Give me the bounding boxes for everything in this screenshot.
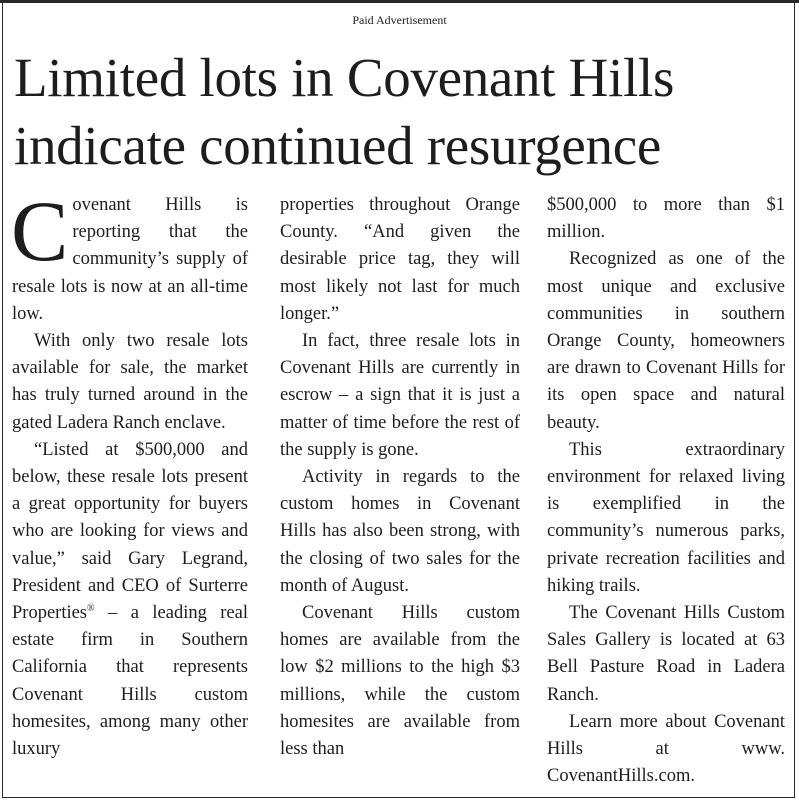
article-column-3 xyxy=(547,192,785,790)
headline-line-1: Limited lots in Covenant Hills xyxy=(14,47,675,108)
registered-mark: ® xyxy=(87,602,95,614)
article-paragraph-6-continued: $500,000 to more than $1 million. xyxy=(547,195,785,243)
article-paragraph-4: In fact, three resale lots in Covenant Hills are currently in escrow – a sign that it is just a matter of time before the rest of the supply is gone. xyxy=(280,331,520,460)
article-paragraph-7: Recognized as one of the most unique and exclusive communities in southern Orange County, homeowners are drawn to Covenant Hills for its open space and natural beauty. xyxy=(547,249,785,433)
article-paragraph-3-continued: properties throughout Orange County. “And given the desirable price tag, they will most likely not last for much longer.” xyxy=(280,195,520,324)
paragraph-3-text-a: “Listed at $500,000 and below, these resale lots present a great opportunity for buyers who are looking for views and value,” said Gary Legrand, President and CEO of Surterre Properties xyxy=(12,439,248,624)
article-column-2 xyxy=(280,192,520,763)
article-column-1 xyxy=(11,183,248,763)
article-paragraph-2: With only two resale lots available for sale, the market has truly turned around in the gated Ladera Ranch enclave. xyxy=(12,331,248,433)
article-paragraph-8: This extraordinary environment for relaxed living is exemplified in the community’s numerous parks, private recreation facilities and hiking trails. xyxy=(547,439,785,596)
paragraph-1-text: ovenant Hills is reporting that the community’s supply of resale lots is now at an all-time low. xyxy=(12,195,248,324)
article-paragraph-3 xyxy=(12,437,248,763)
drop-cap: C xyxy=(11,183,69,279)
article-paragraph-6: Covenant Hills custom homes are available from the low $2 millions to the high $3 millions, while the custom homesites are available from less than xyxy=(280,603,520,760)
paragraph-3-text-b: – a leading real estate firm in Southern California that represents Covenant Hills custom homesites, among many other luxury xyxy=(12,603,248,760)
ad-label: Paid Advertisement xyxy=(352,13,447,27)
article-paragraph-10: Learn more about Covenant Hills at www. CovenantHills.com. xyxy=(547,711,785,787)
headline-line-2: indicate continued resurgence xyxy=(14,115,661,176)
article-paragraph-1 xyxy=(11,183,248,328)
headline xyxy=(14,44,794,180)
article-paragraph-9: The Covenant Hills Custom Sales Gallery is located at 63 Bell Pasture Road in Ladera Ranch. xyxy=(547,603,785,705)
article-paragraph-5: Activity in regards to the custom homes in Covenant Hills has also been strong, with the closing of two sales for the month of August. xyxy=(280,467,520,596)
